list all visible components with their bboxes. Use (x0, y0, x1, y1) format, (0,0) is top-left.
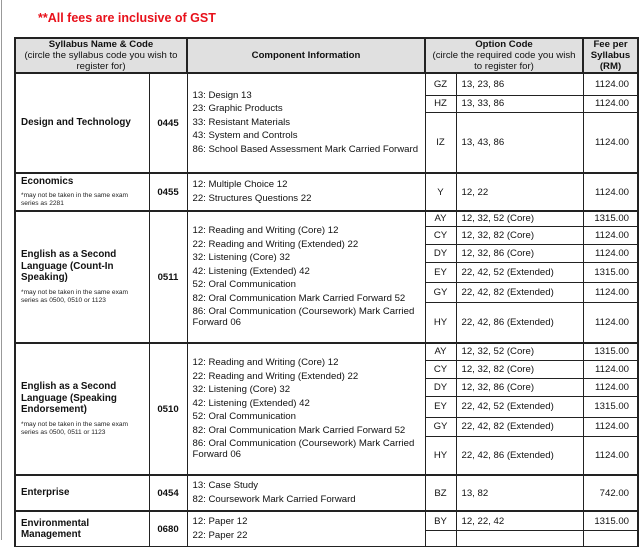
component-item: 32: Listening (Core) 32 (192, 252, 291, 263)
option-code[interactable]: AY (425, 343, 456, 360)
syllabus-name: English as a Second Language (Speaking Endorsement) (21, 381, 117, 416)
fee: 1315.00 (583, 511, 638, 531)
option-code[interactable]: HY (425, 436, 456, 475)
option-components: 22, 42, 86 (Extended) (456, 302, 583, 343)
component-list (187, 475, 425, 511)
option-code[interactable]: AY (425, 211, 456, 226)
syllabus-name: Environmental Management (21, 517, 90, 540)
fee: 1315.00 (583, 262, 638, 282)
table-row (15, 475, 638, 511)
option-components: 22, 42, 52 (Extended) (456, 396, 583, 417)
component-item: 22: Paper 22 (192, 529, 248, 541)
component-list (187, 211, 425, 343)
syllabus-name: Enterprise (21, 487, 70, 499)
syllabus-name: Design and Technology (21, 117, 131, 129)
option-code[interactable]: DY (425, 378, 456, 396)
component-item: 12: Reading and Writing (Core) 12 (192, 357, 339, 368)
option-code[interactable]: Y (425, 173, 456, 211)
option-code[interactable]: GY (425, 282, 456, 302)
header-fee (583, 38, 638, 73)
syllabus-code[interactable]: 0511 (149, 211, 187, 343)
component-item: 13: Case Study (192, 480, 259, 491)
option-components: 22, 42, 52 (Extended) (456, 262, 583, 282)
option-code[interactable] (425, 531, 456, 547)
component-item: 86: Oral Communication (Coursework) Mark Carried Forward 06 (192, 438, 415, 460)
fee: 1124.00 (583, 360, 638, 378)
option-components: 13, 43, 86 (456, 112, 583, 173)
fee: 1124.00 (583, 226, 638, 244)
header-option-title: Option Code (475, 39, 533, 50)
component-item: 52: Oral Communication (192, 411, 296, 422)
fee: 1124.00 (583, 173, 638, 211)
fee: 1124.00 (583, 244, 638, 262)
syllabus-name-cell (15, 73, 149, 173)
syllabus-name-cell (15, 511, 149, 547)
component-item: 86: Oral Communication (Coursework) Mark Carried Forward 06 (192, 306, 415, 328)
component-item: 82: Oral Communication Mark Carried Forward 52 (192, 424, 406, 436)
option-components: 22, 42, 86 (Extended) (456, 436, 583, 475)
option-components: 22, 42, 82 (Extended) (456, 282, 583, 302)
component-item: 42: Listening (Extended) 42 (192, 265, 310, 277)
option-code[interactable]: DY (425, 244, 456, 262)
option-components: 12, 32, 86 (Core) (456, 244, 583, 262)
syllabus-code[interactable]: 0454 (149, 475, 187, 511)
syllabus-code[interactable]: 0445 (149, 73, 187, 173)
component-item: 22: Reading and Writing (Extended) 22 (192, 370, 359, 382)
component-item: 22: Reading and Writing (Extended) 22 (192, 238, 359, 250)
option-code[interactable]: IZ (425, 112, 456, 173)
fee (583, 531, 638, 547)
option-components: 22, 42, 82 (Extended) (456, 417, 583, 436)
header-fee-title: Fee per Syllabus (RM) (590, 39, 631, 72)
component-item: 52: Oral Communication (192, 279, 296, 290)
table-header (15, 38, 638, 73)
fee: 1315.00 (583, 396, 638, 417)
component-item: 12: Paper 12 (192, 516, 248, 527)
option-components: 12, 32, 82 (Core) (456, 360, 583, 378)
syllabus-name-cell (15, 343, 149, 475)
header-component-title: Component Information (251, 50, 361, 61)
option-code[interactable]: HZ (425, 95, 456, 112)
component-item: 82: Coursework Mark Carried Forward (192, 493, 356, 505)
option-code[interactable]: EY (425, 396, 456, 417)
option-components: 12, 32, 86 (Core) (456, 378, 583, 396)
option-components: 13, 23, 86 (456, 73, 583, 95)
component-list (187, 511, 425, 547)
option-code[interactable]: BZ (425, 475, 456, 511)
syllabus-restriction-note: *may not be taken in the same exam series as 0500, 0510 or 1123 (21, 288, 129, 304)
table-row (15, 73, 638, 95)
syllabus-name-cell (15, 173, 149, 211)
component-list (187, 173, 425, 211)
fee: 1124.00 (583, 73, 638, 95)
gst-note: **All fees are inclusive of GST (38, 11, 216, 25)
option-code[interactable]: GY (425, 417, 456, 436)
component-item: 12: Reading and Writing (Core) 12 (192, 225, 339, 236)
option-code[interactable]: BY (425, 511, 456, 531)
component-item: 86: School Based Assessment Mark Carried Forward (192, 143, 419, 155)
syllabus-restriction-note: *may not be taken in the same exam series as 0500, 0511 or 1123 (21, 420, 129, 436)
fee: 742.00 (583, 475, 638, 511)
fee: 1124.00 (583, 417, 638, 436)
syllabus-code[interactable]: 0510 (149, 343, 187, 475)
option-components: 12, 32, 82 (Core) (456, 226, 583, 244)
syllabus-name: Economics (21, 175, 74, 187)
component-item: 82: Oral Communication Mark Carried Forward 52 (192, 292, 406, 304)
fee: 1315.00 (583, 211, 638, 226)
option-code[interactable]: EY (425, 262, 456, 282)
syllabus-code[interactable]: 0455 (149, 173, 187, 211)
option-components (456, 531, 583, 547)
option-components: 12, 32, 52 (Core) (456, 211, 583, 226)
header-syllabus (15, 38, 187, 73)
fee: 1315.00 (583, 343, 638, 360)
syllabus-name: English as a Second Language (Count-In Speaking) (21, 249, 117, 284)
component-list (187, 343, 425, 475)
header-syllabus-sub: (circle the syllabus code you wish to register for) (24, 50, 178, 72)
component-item: 42: Listening (Extended) 42 (192, 397, 310, 409)
fee: 1124.00 (583, 112, 638, 173)
component-item: 12: Multiple Choice 12 (192, 179, 288, 190)
table-row (15, 211, 638, 226)
table-body (15, 73, 638, 547)
syllabus-code[interactable]: 0680 (149, 511, 187, 547)
option-code[interactable]: CY (425, 226, 456, 244)
component-list (187, 73, 425, 173)
header-option (425, 38, 583, 73)
table-row (15, 511, 638, 531)
table-row (15, 343, 638, 360)
syllabus-name-cell (15, 475, 149, 511)
header-option-sub: (circle the required code you wish to register for) (432, 50, 576, 72)
page-edge (1, 0, 2, 540)
option-components: 12, 22, 42 (456, 511, 583, 531)
fee: 1124.00 (583, 378, 638, 396)
option-components: 13, 33, 86 (456, 95, 583, 112)
option-components: 12, 32, 52 (Core) (456, 343, 583, 360)
table-row (15, 173, 638, 211)
component-item: 32: Listening (Core) 32 (192, 384, 291, 395)
fee-table (14, 37, 639, 547)
fee: 1124.00 (583, 95, 638, 112)
component-item: 33: Resistant Materials (192, 116, 291, 128)
component-item: 22: Structures Questions 22 (192, 192, 312, 204)
fee: 1124.00 (583, 302, 638, 343)
header-syllabus-title: Syllabus Name & Code (48, 39, 154, 50)
option-components: 12, 22 (456, 173, 583, 211)
fee: 1124.00 (583, 282, 638, 302)
option-code[interactable]: CY (425, 360, 456, 378)
syllabus-restriction-note: *may not be taken in the same exam series as 2281 (21, 192, 129, 208)
component-item: 43: System and Controls (192, 130, 298, 142)
option-components: 13, 82 (456, 475, 583, 511)
component-item: 23: Graphic Products (192, 103, 283, 115)
option-code[interactable]: HY (425, 302, 456, 343)
option-code[interactable]: GZ (425, 73, 456, 95)
fee: 1124.00 (583, 436, 638, 475)
syllabus-name-cell (15, 211, 149, 343)
header-component (187, 38, 425, 73)
component-item: 13: Design 13 (192, 89, 252, 101)
